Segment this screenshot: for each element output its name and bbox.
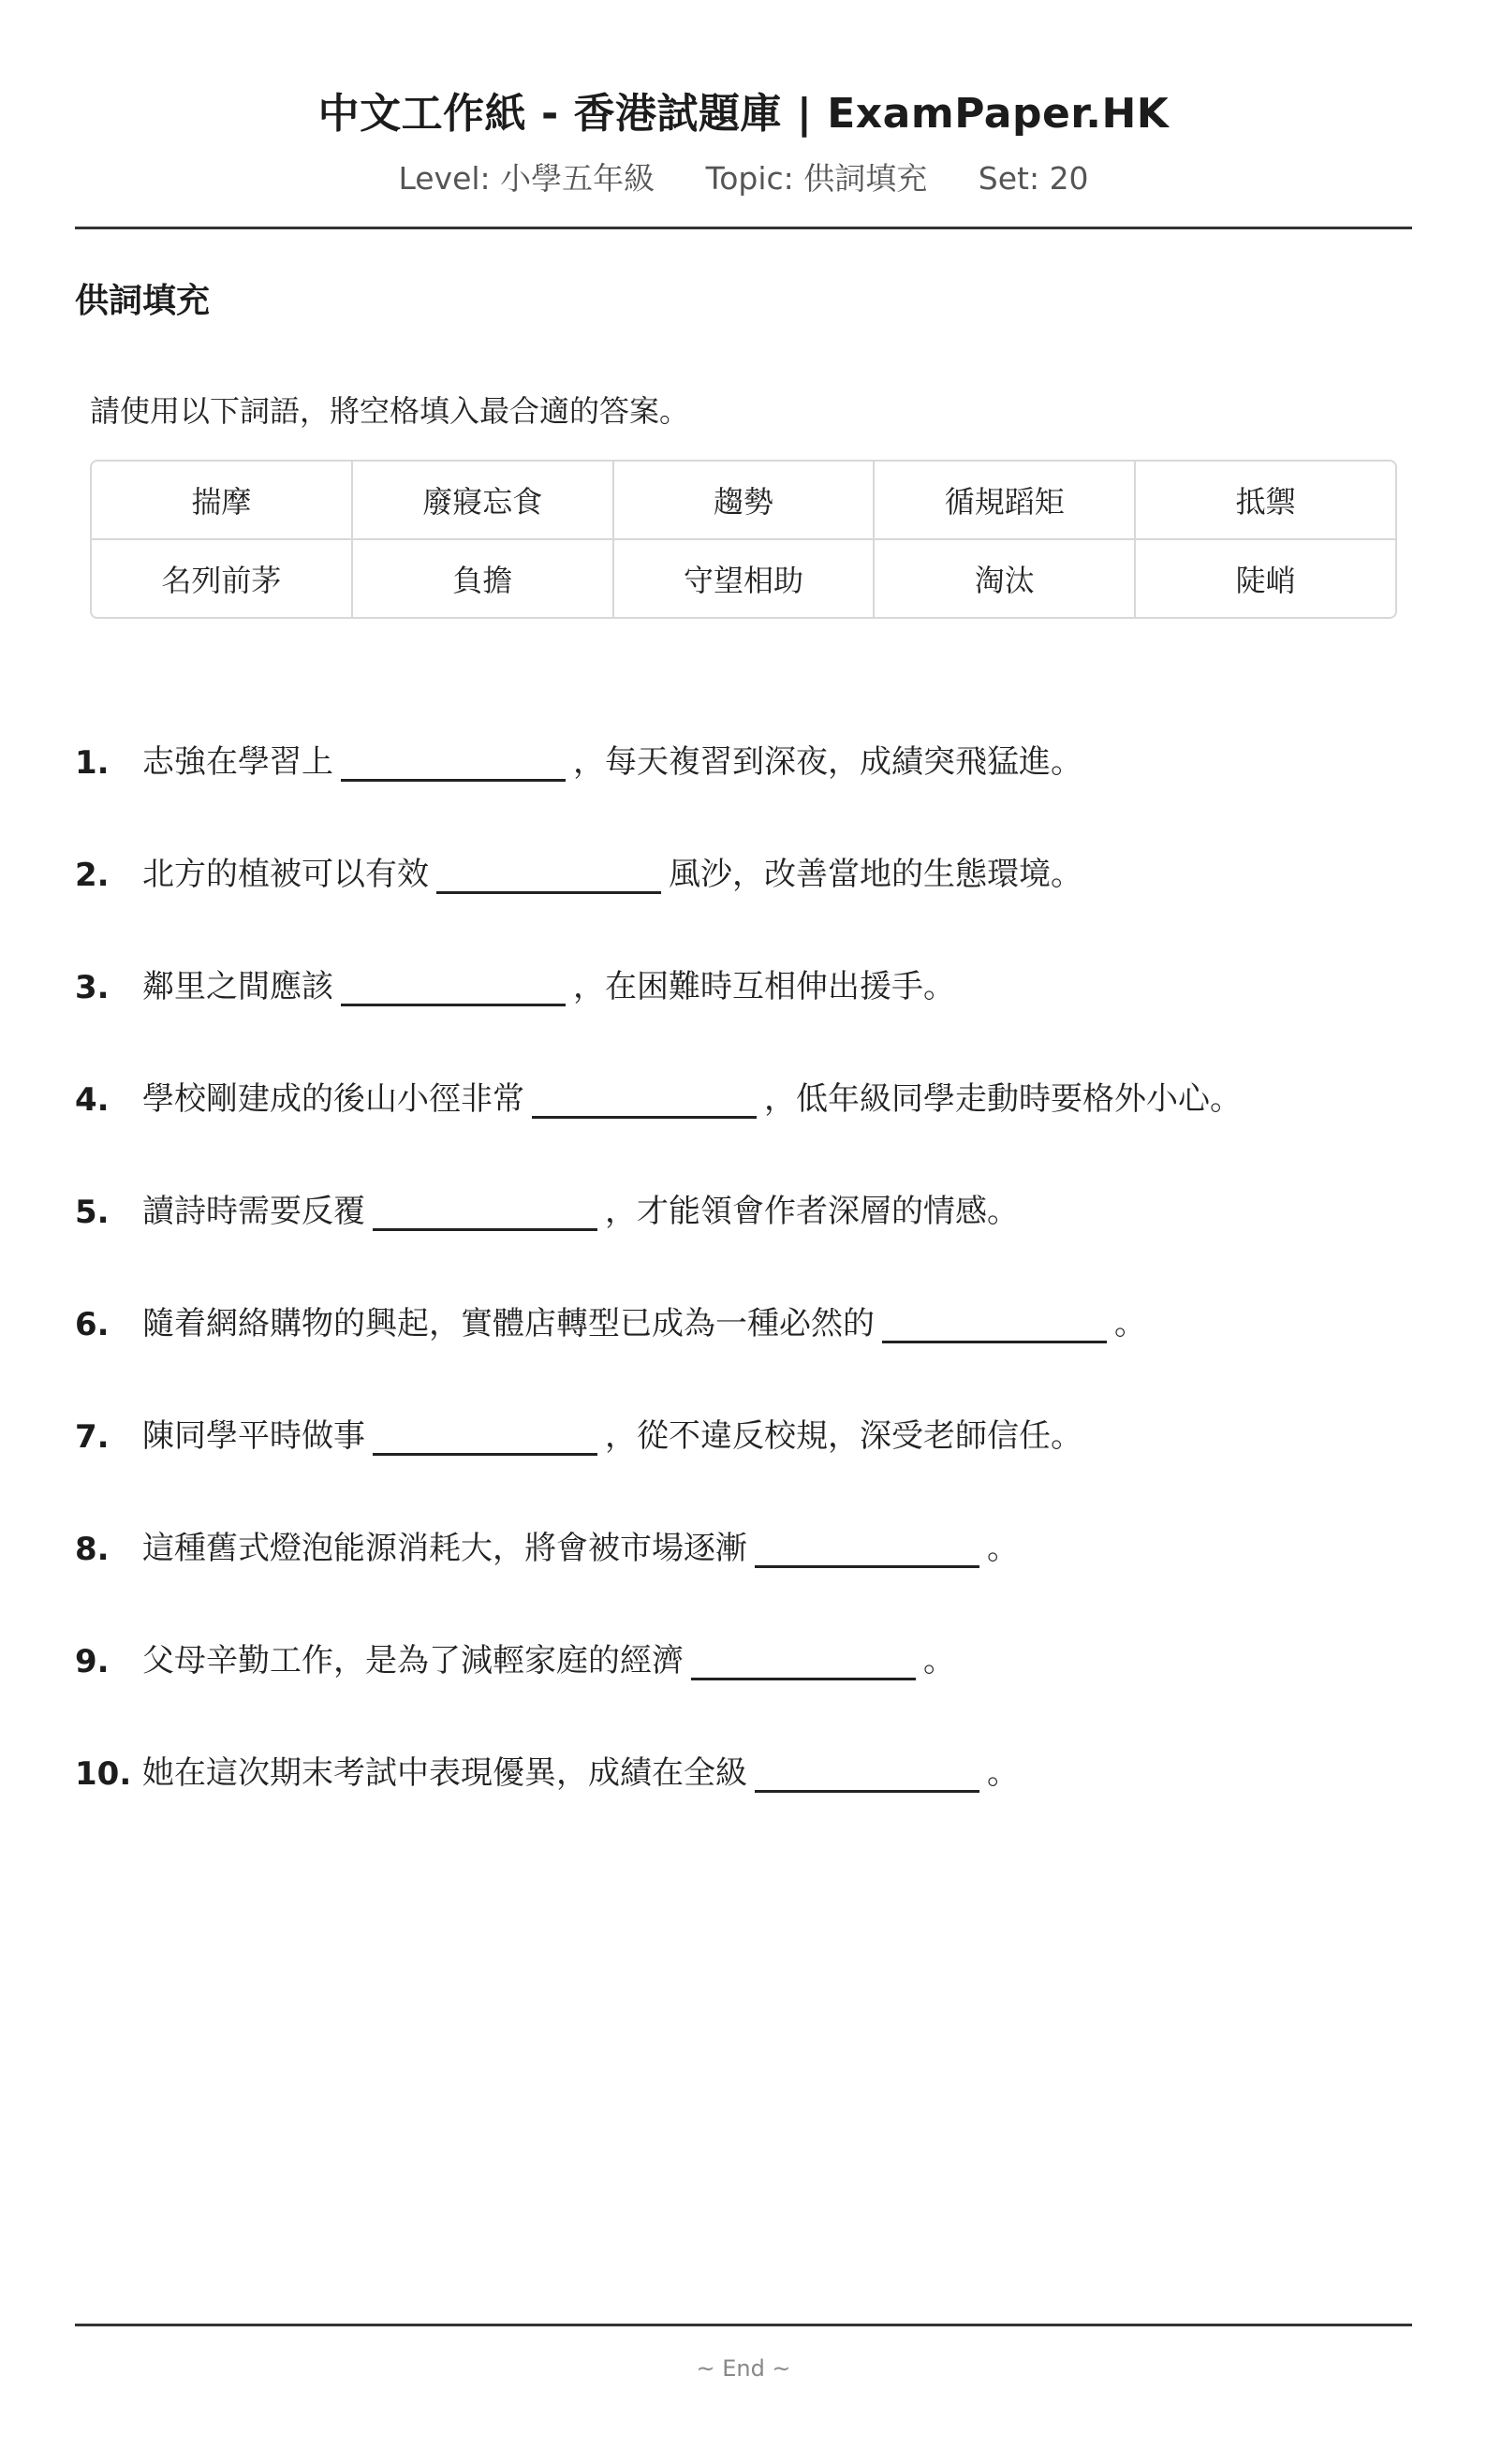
question-text: [142, 1185, 1019, 1231]
question-number: 10.: [75, 1755, 132, 1793]
answer-blank[interactable]: [436, 854, 661, 894]
answer-blank[interactable]: [755, 1528, 979, 1568]
question-text-after: ，低年級同學走動時要格外小心。: [764, 1080, 1242, 1118]
question-item: [75, 928, 1412, 1006]
footer-divider: [75, 2324, 1412, 2326]
set-label: Set: 20: [978, 160, 1089, 197]
word-bank-table: [90, 460, 1397, 619]
question-text: [142, 1073, 1242, 1119]
question-text-before: 這種舊式燈泡能源消耗大，將會被市場逐漸: [142, 1530, 747, 1567]
word-bank-row: [92, 538, 1395, 617]
question-text-after: 。: [987, 1530, 1019, 1567]
topic-label: Topic: 供詞填充: [705, 160, 928, 197]
question-number: 6.: [75, 1306, 110, 1343]
question-text-before: 志強在學習上: [142, 743, 333, 781]
word-bank-cell: 陡峭: [1134, 540, 1395, 617]
answer-blank[interactable]: [755, 1753, 979, 1793]
question-item: [75, 1714, 1412, 1793]
question-text: [142, 961, 955, 1006]
question-item: [75, 1265, 1412, 1343]
question-item: [75, 703, 1412, 782]
question-number: 9.: [75, 1643, 110, 1680]
question-text: [142, 1298, 1146, 1343]
header-divider: [75, 227, 1412, 229]
question-text: [142, 848, 1082, 894]
question-text-before: 父母辛勤工作，是為了減輕家庭的經濟: [142, 1642, 684, 1679]
question-text-before: 鄰里之間應該: [142, 968, 333, 1005]
word-bank-cell: 負擔: [351, 540, 612, 617]
question-item: [75, 1040, 1412, 1119]
question-item: [75, 1489, 1412, 1568]
worksheet-meta: [75, 157, 1412, 200]
question-text-after: 。: [987, 1754, 1019, 1792]
answer-blank[interactable]: [882, 1303, 1107, 1343]
answer-blank[interactable]: [373, 1191, 597, 1231]
question-text-after: ，每天複習到深夜，成績突飛猛進。: [573, 743, 1082, 781]
question-item: [75, 815, 1412, 894]
question-text-after: 風沙，改善當地的生態環境。: [669, 856, 1082, 893]
word-bank-cell: 淘汰: [873, 540, 1134, 617]
question-number: 1.: [75, 744, 110, 782]
word-bank-cell: 循規蹈矩: [873, 462, 1134, 538]
question-number: 8.: [75, 1531, 110, 1568]
question-number: 4.: [75, 1081, 110, 1119]
question-text: [142, 1410, 1082, 1456]
question-text-before: 學校剛建成的後山小徑非常: [142, 1080, 524, 1118]
answer-blank[interactable]: [341, 741, 566, 782]
question-text-after: 。: [923, 1642, 955, 1679]
level-label: Level: 小學五年級: [398, 160, 655, 197]
question-text-after: 。: [1114, 1305, 1146, 1342]
question-item: [75, 1152, 1412, 1231]
answer-blank[interactable]: [341, 966, 566, 1006]
question-text-before: 她在這次期末考試中表現優異，成績在全級: [142, 1754, 747, 1792]
question-text: [142, 1522, 1019, 1568]
instruction-text: 請使用以下詞語，將空格填入最合適的答案。: [90, 393, 690, 429]
page-title: 中文工作紙 - 香港試題庫 | ExamPaper.HK: [317, 90, 1170, 138]
question-number: 7.: [75, 1418, 110, 1456]
question-number: 3.: [75, 969, 110, 1006]
question-text-after: ，在困難時互相伸出援手。: [573, 968, 955, 1005]
question-text-before: 隨着網絡購物的興起，實體店轉型已成為一種必然的: [142, 1305, 875, 1342]
question-text: [142, 1747, 1019, 1793]
word-bank-cell: 守望相助: [612, 540, 874, 617]
word-bank-cell: 廢寢忘食: [351, 462, 612, 538]
question-text-before: 讀詩時需要反覆: [142, 1193, 365, 1230]
question-item: [75, 1377, 1412, 1456]
answer-blank[interactable]: [373, 1415, 597, 1456]
section-title: 供詞填充: [75, 282, 211, 320]
question-number: 5.: [75, 1194, 110, 1231]
word-bank-cell: 趨勢: [612, 462, 874, 538]
question-text-before: 陳同學平時做事: [142, 1417, 365, 1455]
word-bank-cell: 揣摩: [191, 484, 252, 520]
footer-end-marker: ~ End ~: [696, 2355, 791, 2382]
word-bank-cell: 名列前茅: [161, 563, 282, 598]
word-bank-cell: 抵禦: [1134, 462, 1395, 538]
answer-blank[interactable]: [691, 1640, 916, 1680]
question-text: [142, 1635, 955, 1680]
question-text: [142, 736, 1082, 782]
question-item: [75, 1602, 1412, 1680]
question-text-before: 北方的植被可以有效: [142, 856, 429, 893]
question-text-after: ，才能領會作者深層的情感。: [605, 1193, 1019, 1230]
question-number: 2.: [75, 857, 110, 894]
word-bank-row: [92, 462, 1395, 538]
question-text-after: ，從不違反校規，深受老師信任。: [605, 1417, 1082, 1455]
answer-blank[interactable]: [532, 1078, 757, 1119]
worksheet-header: [75, 0, 1412, 229]
question-list: [75, 703, 1412, 1793]
